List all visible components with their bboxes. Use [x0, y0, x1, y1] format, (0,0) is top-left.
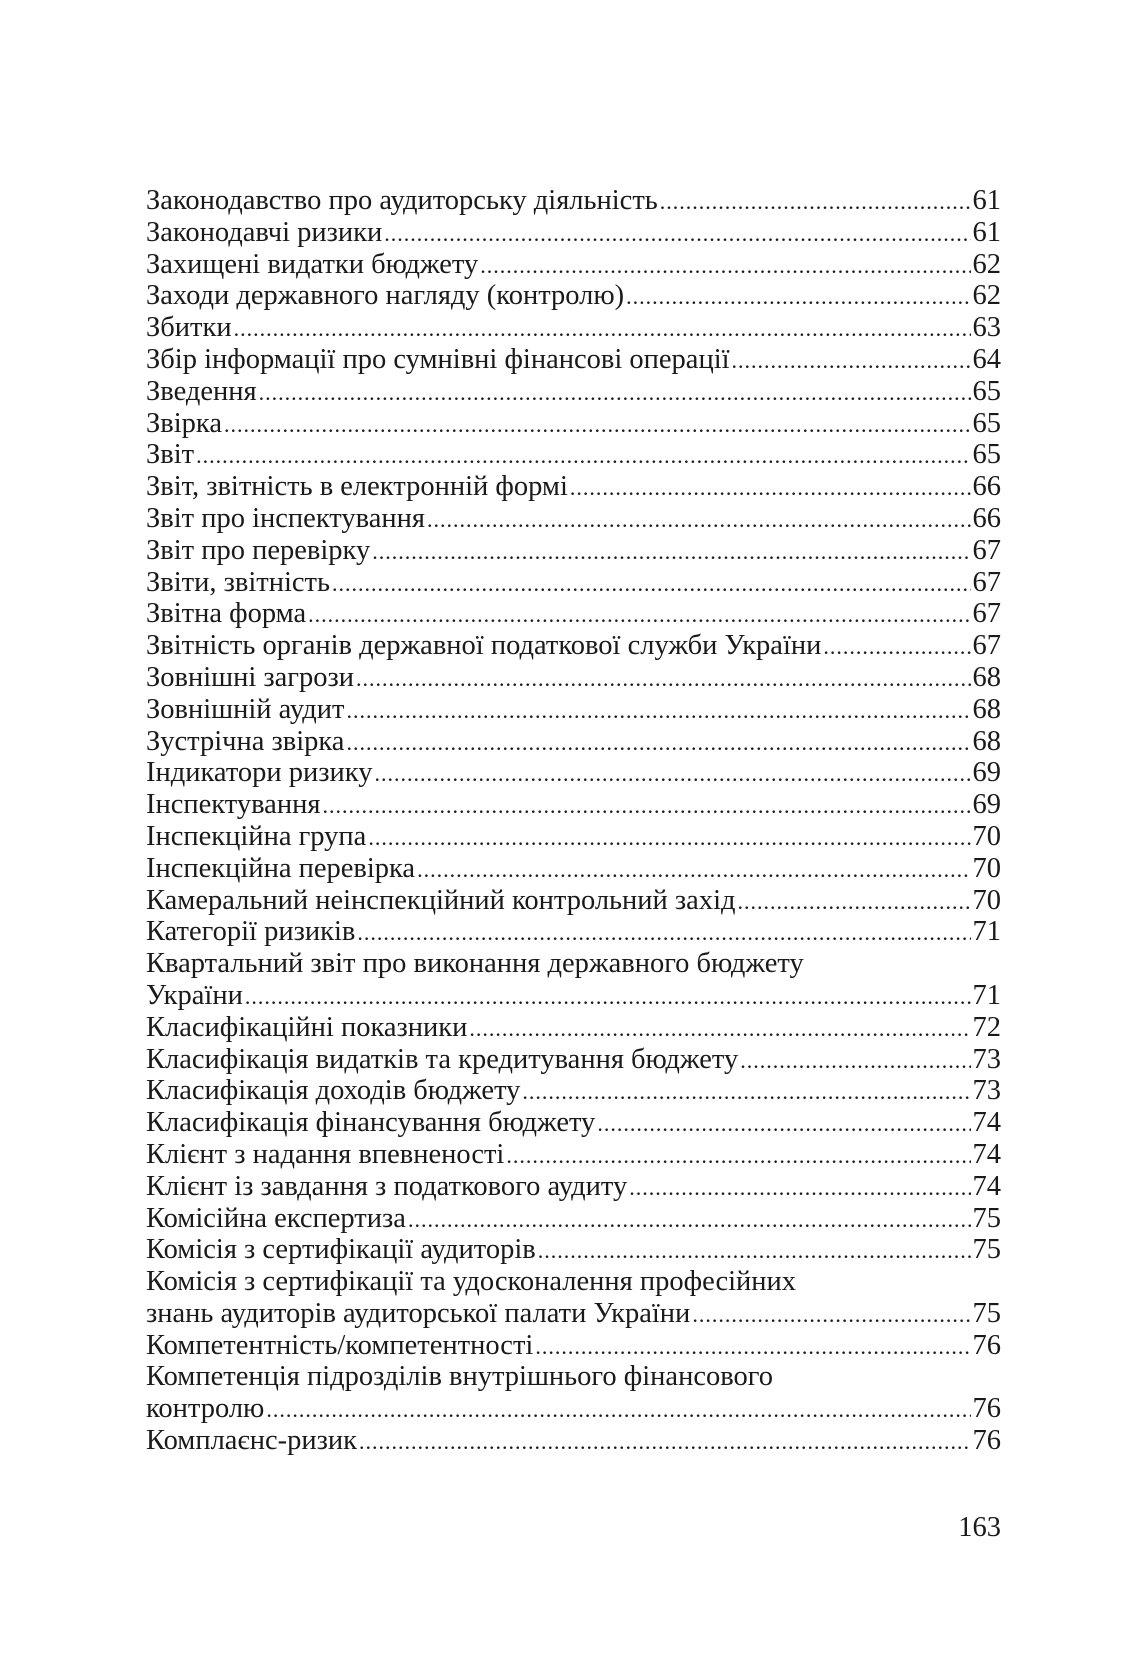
- toc-entry-page: 67: [972, 534, 1001, 566]
- toc-entry-title: знань аудиторів аудиторської палати України: [146, 1297, 691, 1329]
- toc-entry: [146, 1330, 1001, 1362]
- toc-dot-leader: [374, 758, 970, 790]
- toc-entry-title: Законодавство про аудиторську діяльність: [146, 185, 658, 216]
- toc-entry-title: Звітна форма: [146, 598, 307, 630]
- toc-entry-page: 76: [972, 1329, 1001, 1361]
- toc-dot-leader: [359, 1426, 971, 1458]
- toc-entry-page: 68: [972, 693, 1001, 725]
- toc-entry: [146, 503, 1001, 535]
- toc-dot-leader: [535, 1331, 970, 1363]
- toc-entry-page: 69: [972, 789, 1001, 821]
- toc-dot-leader: [196, 440, 970, 472]
- toc-entry-title: Зведення: [146, 375, 257, 407]
- toc-entry-title: Камеральний неінспекційний контрольний захід: [146, 884, 736, 916]
- toc-entry-page: 65: [972, 439, 1001, 471]
- toc-entry-title: Класифікація видатків та кредитування бюджету: [146, 1043, 739, 1075]
- toc-entry-title: Квартальний звіт про виконання державного бюджету: [146, 948, 804, 980]
- toc-entry-page: 76: [972, 1425, 1001, 1457]
- toc-entry-page: 70: [972, 820, 1001, 852]
- toc-entry-title: Класифікаційні показники: [146, 1011, 468, 1043]
- toc-dot-leader: [570, 472, 971, 504]
- toc-entry-continued: [146, 1361, 1001, 1393]
- toc-entry: [146, 885, 1001, 917]
- toc-entry-page: 67: [972, 598, 1001, 630]
- toc-entry-page: 73: [972, 1043, 1001, 1075]
- toc-dot-leader: [480, 250, 970, 282]
- toc-entry: [146, 344, 1001, 376]
- toc-dot-leader: [332, 568, 971, 600]
- toc-dot-leader: [384, 218, 970, 250]
- toc-entry-page: 62: [972, 248, 1001, 280]
- toc-entry-page: 66: [972, 502, 1001, 534]
- toc-entry-page: 66: [972, 471, 1001, 503]
- toc-entry: [146, 312, 1001, 344]
- toc-entry-title: Зустрічна звірка: [146, 725, 345, 757]
- toc-entry-page: 65: [972, 407, 1001, 439]
- toc-entry: [146, 1107, 1001, 1139]
- toc-entry-title: Заходи державного нагляду (контролю): [146, 280, 625, 312]
- toc-entry: [146, 1012, 1001, 1044]
- toc-dot-leader: [738, 886, 971, 918]
- toc-entry-page: 61: [972, 185, 1001, 216]
- toc-dot-leader: [660, 186, 971, 218]
- toc-entry-title: Категорії ризиків: [146, 916, 356, 948]
- toc-entry-title: Комісійна експертиза: [146, 1202, 406, 1234]
- toc-entry: [146, 694, 1001, 726]
- toc-entry-page: 73: [972, 1075, 1001, 1107]
- toc-entry: [146, 789, 1001, 821]
- toc-entry: [146, 1171, 1001, 1203]
- toc-entry-title: Законодавчі ризики: [146, 216, 383, 248]
- toc-entry: [146, 439, 1001, 471]
- toc-entry-continued: [146, 948, 1001, 980]
- toc-dot-leader: [597, 1108, 970, 1140]
- toc-dot-leader: [356, 663, 970, 695]
- toc-entry-page: 74: [972, 1107, 1001, 1139]
- toc-entry: [146, 1234, 1001, 1266]
- toc-entry: [146, 598, 1001, 630]
- toc-entry-title: Звіт про інспектування: [146, 502, 425, 534]
- toc-dot-leader: [266, 1394, 970, 1426]
- toc-entry-title: Індикатори ризику: [146, 757, 373, 789]
- toc-entry: [146, 853, 1001, 885]
- toc-entry-page: 75: [972, 1297, 1001, 1329]
- toc-entry-title: Звіт: [146, 439, 195, 471]
- toc-entry-page: 70: [972, 852, 1001, 884]
- toc-entry: [146, 217, 1001, 249]
- toc-entry: [146, 1139, 1001, 1171]
- toc-dot-leader: [692, 1299, 970, 1331]
- toc-entry-title: Звіт, звітність в електронній формі: [146, 471, 568, 503]
- toc-entry: [146, 1044, 1001, 1076]
- toc-dot-leader: [259, 377, 971, 409]
- toc-entry: [146, 471, 1001, 503]
- toc-entry-page: 65: [972, 375, 1001, 407]
- toc-entry-title: Клієнт із завдання з податкового аудиту: [146, 1170, 628, 1202]
- toc-dot-leader: [522, 1076, 970, 1108]
- table-of-contents: [146, 185, 1001, 1457]
- toc-dot-leader: [408, 1204, 971, 1236]
- toc-entry-page: 67: [972, 630, 1001, 662]
- toc-entry: [146, 726, 1001, 758]
- toc-dot-leader: [322, 790, 970, 822]
- toc-entry: [146, 916, 1001, 948]
- toc-entry-title: Компетентність/компетентності: [146, 1329, 534, 1361]
- toc-entry-page: 64: [972, 343, 1001, 375]
- toc-dot-leader: [732, 345, 971, 377]
- toc-entry-title: Класифікація доходів бюджету: [146, 1075, 521, 1107]
- toc-entry-page: 72: [972, 1011, 1001, 1043]
- toc-entry-page: 68: [972, 661, 1001, 693]
- toc-entry-title: України: [146, 979, 243, 1011]
- toc-entry-title: Клієнт з надання впевненості: [146, 1138, 505, 1170]
- toc-entry-continued: [146, 1266, 1001, 1298]
- toc-entry: [146, 408, 1001, 440]
- toc-entry: [146, 821, 1001, 853]
- toc-entry-title: Інспектування: [146, 789, 321, 821]
- toc-dot-leader: [506, 1140, 970, 1172]
- toc-entry: [146, 185, 1001, 217]
- toc-entry: [146, 980, 1001, 1012]
- toc-dot-leader: [740, 1045, 970, 1077]
- toc-dot-leader: [245, 981, 971, 1013]
- toc-entry-title: Комісія з сертифікації аудиторів: [146, 1234, 536, 1266]
- toc-dot-leader: [347, 695, 971, 727]
- toc-dot-leader: [372, 536, 970, 568]
- toc-dot-leader: [357, 917, 970, 949]
- toc-entry: [146, 757, 1001, 789]
- toc-dot-leader: [417, 854, 970, 886]
- toc-entry: [146, 1425, 1001, 1457]
- toc-dot-leader: [626, 281, 970, 313]
- toc-entry: [146, 249, 1001, 281]
- toc-entry-page: 71: [972, 916, 1001, 948]
- toc-dot-leader: [234, 313, 971, 345]
- toc-dot-leader: [538, 1235, 971, 1267]
- toc-entry: [146, 376, 1001, 408]
- toc-entry-title: Класифікація фінансування бюджету: [146, 1107, 596, 1139]
- toc-entry-title: Зовнішній аудит: [146, 693, 345, 725]
- toc-entry-page: 67: [972, 566, 1001, 598]
- page-number: 163: [958, 1512, 1001, 1543]
- toc-entry-page: 76: [972, 1393, 1001, 1425]
- toc-dot-leader: [224, 409, 971, 441]
- toc-entry-title: Компетенція підрозділів внутрішнього фінансового: [146, 1361, 773, 1393]
- toc-entry: [146, 630, 1001, 662]
- toc-entry-page: 74: [972, 1170, 1001, 1202]
- toc-entry-page: 62: [972, 280, 1001, 312]
- toc-entry-title: Збір інформації про сумнівні фінансові операції: [146, 343, 730, 375]
- toc-entry-page: 69: [972, 757, 1001, 789]
- toc-entry-title: Звіт про перевірку: [146, 534, 371, 566]
- toc-entry-title: Звітність органів державної податкової служби України: [146, 630, 822, 662]
- toc-dot-leader: [469, 1013, 970, 1045]
- toc-dot-leader: [308, 599, 970, 631]
- toc-entry: [146, 567, 1001, 599]
- toc-entry-title: Комісія з сертифікації та удосконалення професійних: [146, 1266, 797, 1298]
- toc-dot-leader: [629, 1172, 970, 1204]
- toc-entry: [146, 535, 1001, 567]
- toc-entry-page: 68: [972, 725, 1001, 757]
- toc-dot-leader: [427, 504, 971, 536]
- toc-entry-page: 75: [972, 1234, 1001, 1266]
- toc-entry: [146, 1298, 1001, 1330]
- toc-entry-page: 74: [972, 1138, 1001, 1170]
- toc-entry-page: 75: [972, 1202, 1001, 1234]
- toc-entry-title: Зовнішні загрози: [146, 661, 355, 693]
- toc-dot-leader: [823, 631, 970, 663]
- toc-entry-title: Збитки: [146, 312, 232, 344]
- toc-entry-title: Звірка: [146, 407, 222, 439]
- toc-entry-page: 70: [972, 884, 1001, 916]
- toc-entry-title: Комплаєнс-ризик: [146, 1425, 357, 1457]
- toc-dot-leader: [368, 822, 970, 854]
- toc-entry-title: контролю: [146, 1393, 265, 1425]
- toc-entry-title: Захищені видатки бюджету: [146, 248, 479, 280]
- toc-entry-page: 71: [972, 979, 1001, 1011]
- toc-entry-title: Інспекційна група: [146, 820, 367, 852]
- toc-entry: [146, 1393, 1001, 1425]
- toc-entry: [146, 662, 1001, 694]
- toc-entry: [146, 1075, 1001, 1107]
- toc-entry-page: 61: [972, 216, 1001, 248]
- toc-entry-title: Інспекційна перевірка: [146, 852, 416, 884]
- toc-entry-page: 63: [972, 312, 1001, 344]
- toc-entry-title: Звіти, звітність: [146, 566, 330, 598]
- toc-entry: [146, 280, 1001, 312]
- toc-entry: [146, 1203, 1001, 1235]
- toc-dot-leader: [346, 727, 970, 759]
